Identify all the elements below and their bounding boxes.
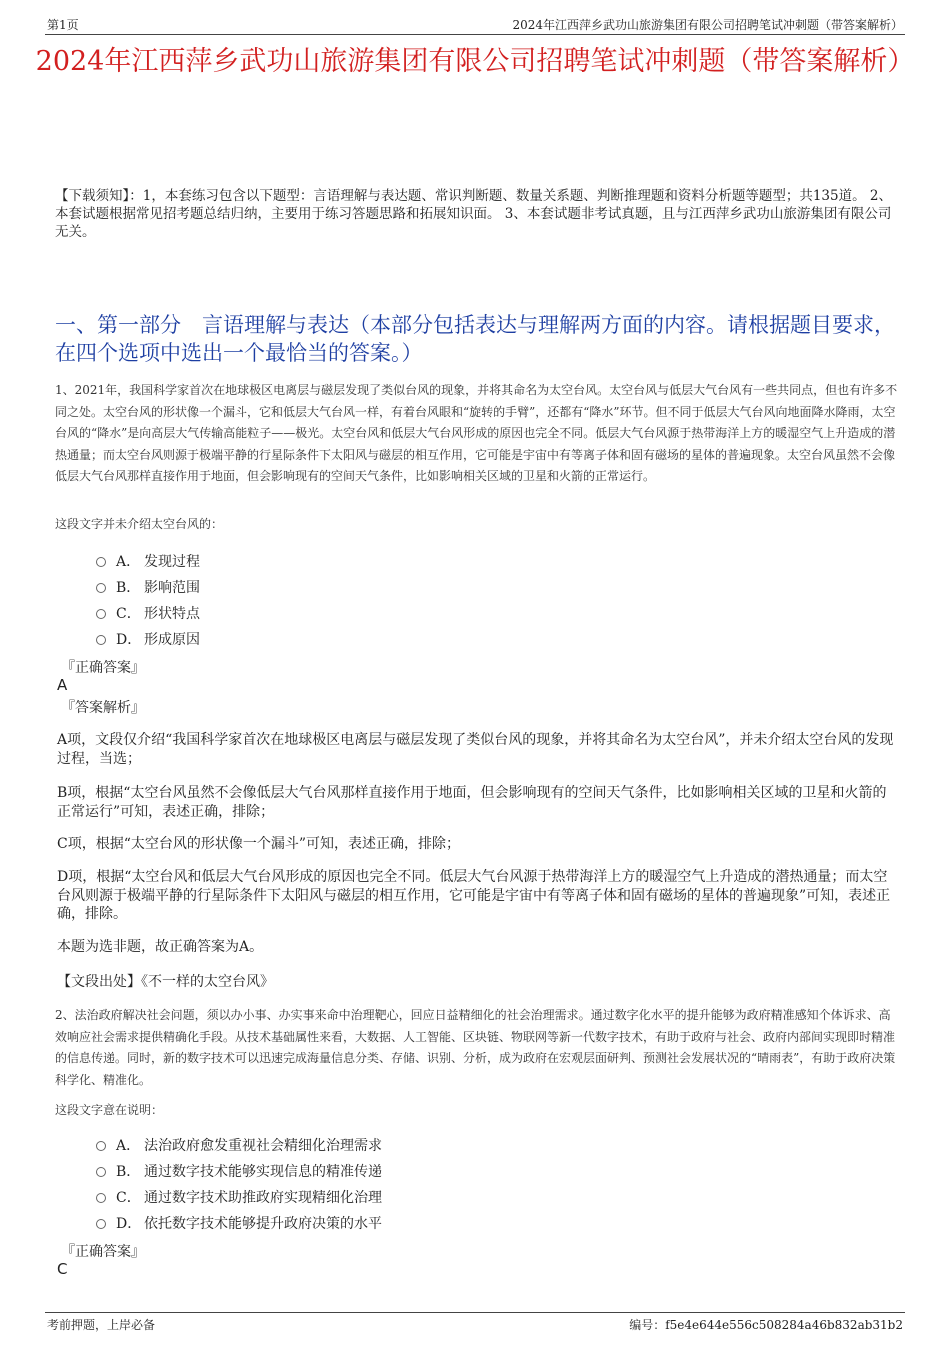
question-2-options <box>96 1133 382 1237</box>
header-doc-title: 2024年江西萍乡武功山旅游集团有限公司招聘笔试冲刺题（带答案解析） <box>512 18 903 32</box>
radio-icon[interactable] <box>96 557 106 567</box>
question-2-prompt: 这段文字意在说明： <box>55 1103 164 1117</box>
page-title: 2024年江西萍乡武功山旅游集团有限公司招聘笔试冲刺题（带答案解析） <box>35 46 915 77</box>
radio-icon[interactable] <box>96 1167 106 1177</box>
question-1-prompt: 这段文字并未介绍太空台风的： <box>55 517 224 531</box>
section-heading: 一、第一部分 言语理解与表达（本部分包括表达与理解两方面的内容。请根据题目要求，在四个选项中选出一个最恰当的答案。） <box>55 313 895 365</box>
analysis-conclusion: 本题为选非题，故正确答案为A。 <box>57 939 264 955</box>
radio-icon[interactable] <box>96 609 106 619</box>
radio-icon[interactable] <box>96 635 106 645</box>
option-b[interactable]: B． 通过数字技术能够实现信息的精准传递 <box>96 1159 382 1185</box>
footer-serial: 编号：f5e4e644e556c508284a46b832ab31b2 <box>629 1318 903 1332</box>
analysis-b: B项，根据“太空台风虽然不会像低层大气台风那样直接作用于地面，但会影响现有的空间天气条件，比如影响相关区域的卫星和火箭的正常运行”可知，表述正确，排除； <box>57 785 887 820</box>
option-d[interactable]: D． 依托数字技术能够提升政府决策的水平 <box>96 1211 382 1237</box>
radio-icon[interactable] <box>96 1141 106 1151</box>
answer-value: A <box>57 676 68 694</box>
radio-icon[interactable] <box>96 1193 106 1203</box>
option-d[interactable]: D． 形成原因 <box>96 627 200 653</box>
option-a[interactable]: A． 发现过程 <box>96 549 200 575</box>
page-footer <box>45 1312 905 1332</box>
question-1-options <box>96 549 200 653</box>
source-note: 【文段出处】《不一样的太空台风》 <box>57 974 274 990</box>
option-a[interactable]: A． 法治政府愈发重视社会精细化治理需求 <box>96 1133 382 1159</box>
page-number: 第1页 <box>47 18 79 32</box>
analysis-d: D项，根据“太空台风和低层大气台风形成的原因也完全不同。低层大气台风源于热带海洋上方的暖湿空气上升造成的潜热通量；而太空台风则源于极端平静的行星际条件下太阳风与磁层的相互作用，它可能是宇宙中有等离子体和固有磁场的星体的普遍现象”可知，表述正确，排除。 <box>57 869 891 922</box>
answer-value: C <box>57 1260 68 1278</box>
analysis-label: 『答案解析』 <box>61 700 145 716</box>
answer-label: 『正确答案』 <box>61 660 145 676</box>
analysis-c: C项，根据“太空台风的形状像一个漏斗”可知，表述正确，排除； <box>57 836 461 852</box>
analysis-a: A项，文段仅介绍“我国科学家首次在地球极区电离层与磁层发现了类似台风的现象，并将其命名为太空台风”，并未介绍太空台风的发现过程，当选； <box>57 732 894 767</box>
answer-label: 『正确答案』 <box>61 1244 145 1260</box>
option-c[interactable]: C． 形状特点 <box>96 601 200 627</box>
radio-icon[interactable] <box>96 1219 106 1229</box>
option-b[interactable]: B． 影响范围 <box>96 575 200 601</box>
option-c[interactable]: C． 通过数字技术助推政府实现精细化治理 <box>96 1185 382 1211</box>
page-header <box>45 14 905 35</box>
footer-slogan: 考前押题，上岸必备 <box>47 1318 156 1332</box>
question-1-passage: 1、2021年，我国科学家首次在地球极区电离层与磁层发现了类似台风的现象，并将其命名为太空台风。太空台风与低层大气台风有一些共同点，但也有许多不同之处。太空台风的形状像一个漏斗，它和低层大气台风一样，有着台风眼和“旋转的手臂”，还都有“降水”环节。但不同于低层大气台风向地面降水降雨，太空台风的“降水”是向高层大气传输高能粒子——极光。太空台风和低层大气台风形成的原因也完全不同。低层大气台风源于热带海洋上方的暖湿空气上升造成的潜热通量；而太空台风则源于极端平静的行星际条件下太阳风与磁层的相互作用，它可能是宇宙中有等离子体和固有磁场的星体的普遍现象。太空台风虽然不会像低层大气台风那样直接作用于地面，但会影响现有的空间天气条件，比如影响相关区域的卫星和火箭的正常运行。 <box>55 383 898 483</box>
download-notice: 【下载须知】：1，本套练习包含以下题型：言语理解与表达题、常识判断题、数量关系题、判断推理题和资料分析题等题型；共135道。 2、本套试题根据常见招考题总结归纳，主要用于练习答题思路和拓展知识面。 3、本套试题非考试真题，且与江西萍乡武功山旅游集团有限公司无关。 <box>55 188 892 240</box>
radio-icon[interactable] <box>96 583 106 593</box>
question-2-passage: 2、法治政府解决社会问题，须以办小事、办实事来命中治理靶心，回应日益精细化的社会治理需求。通过数字化水平的提升能够为政府精准感知个体诉求、高效响应社会需求提供精确化手段。从技术基础属性来看，大数据、人工智能、区块链、物联网等新一代数字技术，有助于政府与社会、政府内部间实现即时精准的信息传递。同时，新的数字技术可以迅速完成海量信息分类、存储、识别、分析，成为政府在宏观层面研判、预测社会发展状况的“晴雨表”，有助于政府决策科学化、精准化。 <box>55 1008 896 1087</box>
